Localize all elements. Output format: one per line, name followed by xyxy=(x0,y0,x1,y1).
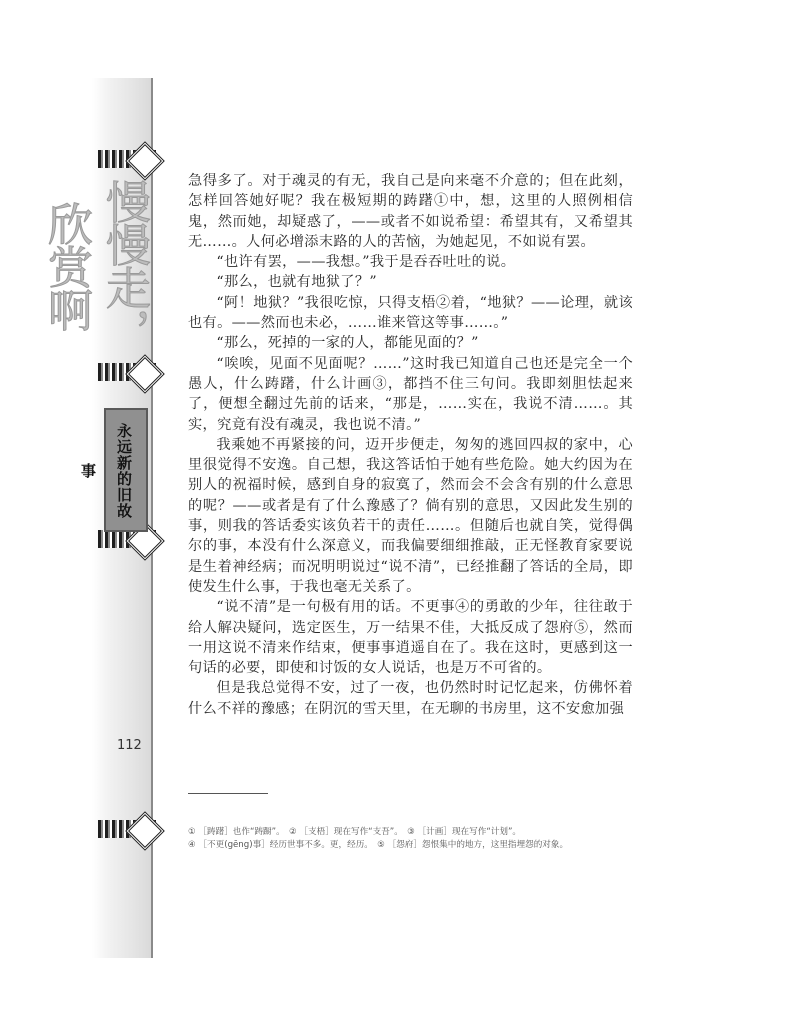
paragraph-6: “唉唉，见面不见面呢？……”这时我已知道自己也还是完全一个愚人，什么踌躇，什么计画③，都挡不住三句问。我即刻胆怯起来了，便想全翻过先前的话来，“那是，……实在，我说不清……。其实，究竟有没有魂灵，我也说不清。” xyxy=(188,355,633,433)
paragraph-8: “说不清”是一句极有用的话。不更事④的勇敢的少年，往往敢于给人解决疑问，选定医生，万一结果不佳，大抵反成了怨府⑤，然而一用这说不清来作结束，便事事逍遥自在了。我在这时，更感到这一句话的必要，即使和讨饭的女人说话，也是万不可省的。 xyxy=(188,599,633,677)
paragraph-2: “也许有罢，——我想。”我于是吞吞吐吐的说。 xyxy=(216,254,516,271)
paragraph-7: 我乘她不再紧接的问，迈开步便走，匆匆的逃回四叔的家中，心里很觉得不安逸。自己想，我这答话怕于她有些危险。她大约因为在别人的祝福时候，感到自身的寂寞了，然而会不会含有别的什么意思的呢？——或者是有了什么豫感了？倘有别的意思，又因此发生别的事，则我的答话委实该负若干的责任……。但随后也就自笑，觉得偶尔的事，本没有什么深意义，而我偏要细细推敲，正无怪教育家要说是生着神经病；而况明明说过“说不清”，已经推翻了答话的全局，即使发生什么事，于我也毫无关系了。 xyxy=(188,436,633,595)
page-number: 112 xyxy=(117,738,142,753)
paragraph-1: 急得多了。对于魂灵的有无，我自己是向来毫不介意的；但在此刻，怎样回答她好呢？我在极短期的踌躇①中，想，这里的人照例相信鬼，然而她，却疑惑了，——或者不如说希望：希望其有，又希望其无……。人何必增添末路的人的苦恼，为她起见，不如说有罢。 xyxy=(188,173,633,250)
footnote-rule xyxy=(188,793,268,794)
paragraph-5: “那么，死掉的一家的人，都能见面的？” xyxy=(216,335,479,352)
book-title: 永远新的旧故事 xyxy=(79,423,133,519)
paragraph-3: “那么，也就有地狱了？” xyxy=(216,274,377,291)
footnote-line-1: ① ［踌躇］也作“踌蹰”。 ② ［支梧］现在写作“支吾”。 ③ ［计画］现在写作“计划”。 xyxy=(188,827,522,837)
series-title: 慢慢走，欣赏啊 xyxy=(40,179,151,351)
paragraph-9: 但是我总觉得不安，过了一夜，也仍然时时记忆起来，仿佛怀着什么不祥的豫感；在阴沉的雪天里，在无聊的书房里，这不安愈加强 xyxy=(188,680,633,717)
footnote-line-2: ④ ［不更(gēng)事］经历世事不多。更，经历。 ⑤ ［怨府］怨恨集中的地方，这里指埋怨的对象。 xyxy=(188,839,569,850)
footnotes xyxy=(188,826,643,851)
paragraph-4: “阿！地狱？”我很吃惊，只得支梧②着，“地狱？——论理，就该也有。——然而也未必，……谁来管这等事……。” xyxy=(188,294,633,332)
main-text xyxy=(188,171,633,719)
